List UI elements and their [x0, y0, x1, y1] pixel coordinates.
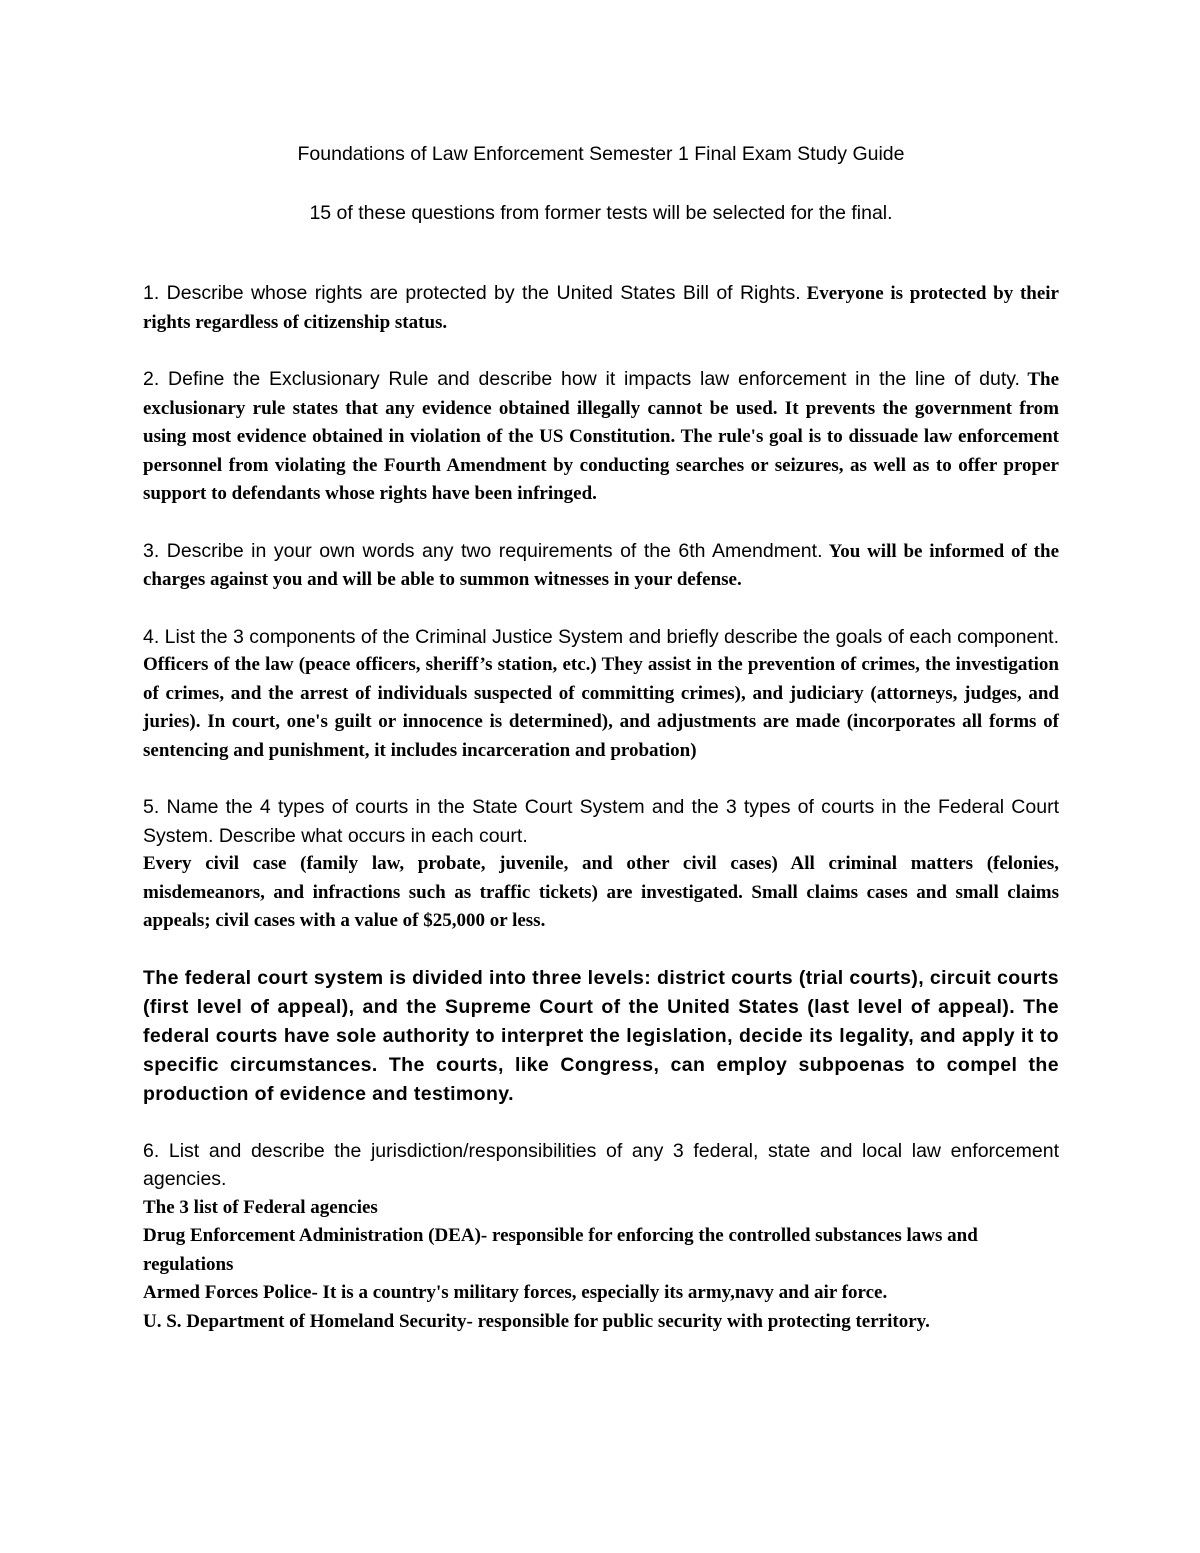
answer-6-agency-dea: Drug Enforcement Administration (DEA)- responsible for enforcing the controlled substances laws and regulations — [143, 1225, 978, 1275]
document-title: Foundations of Law Enforcement Semester 1 Final Exam Study Guide — [297, 143, 905, 165]
answer-5-state-courts: Every civil case (family law, probate, juvenile, and other civil cases) All criminal matters (felonies, misdemeanors, and infractions such as traffic tickets) are investigated. Small claims cases and small claims appeals; civil cases with a value of $25,000 or less. — [143, 853, 1059, 931]
answer-4-text: Officers of the law (peace officers, sheriff’s station, etc.) They assist in the prevention of crimes, the investigation of crimes, and the arrest of individuals suspected of committing crimes), and judiciary (attorneys, judges, and juries). In court, one's guilt or innocence is determined), and adjustments are made (incorporates all forms of sentencing and punishment, it includes incarceration and probation) — [143, 654, 1059, 761]
answer-6-heading: The 3 list of Federal agencies — [143, 1196, 378, 1218]
answer-6-agency-dhs: U. S. Department of Homeland Security- responsible for public security with protecting territory. — [143, 1310, 930, 1332]
answer-2-text: The exclusionary rule states that any evidence obtained illegally cannot be used. It prevents the government from using most evidence obtained in violation of the US Constitution. The rule's goal is to dissuade law enforcement personnel from violating the Fourth Amendment by conducting searches or seizures, as well as to offer proper support to defendants whose rights have been infringed. — [143, 369, 1060, 504]
question-4-text: 4. List the 3 components of the Criminal Justice System and briefly describe the goals of each component. — [143, 625, 1059, 648]
answer-6-agency-armed-forces: Armed Forces Police- It is a country's military forces, especially its army,navy and air force. — [143, 1282, 888, 1303]
document-subtitle: 15 of these questions from former tests will be selected for the final. — [309, 201, 893, 224]
document-page — [143, 140, 1059, 1336]
question-3-text: 3. Describe in your own words any two requirements of the 6th Amendment. — [143, 539, 823, 562]
question-5-text: 5. Name the 4 types of courts in the State Court System and the 3 types of courts in the Federal Court System. Describe what occurs in each court. — [143, 796, 1059, 847]
question-6 — [143, 1137, 1059, 1337]
question-6-text: 6. List and describe the jurisdiction/responsibilities of any 3 federal, state and local law enforcement agencies. — [143, 1139, 1059, 1190]
question-3 — [143, 537, 1059, 595]
answer-3-text: You will be informed of the charges against you and will be able to summon witnesses in your defense. — [143, 540, 1060, 590]
question-4 — [143, 623, 1059, 766]
question-2-text: 2. Define the Exclusionary Rule and describe how it impacts law enforcement in the line of duty. — [143, 368, 1020, 390]
answer-5-federal-courts: The federal court system is divided into three levels: district courts (trial courts), circuit courts (first level of appeal), and the Supreme Court of the United States (last level of appeal). The federal courts have sole authority to interpret the legislation, decide its legality, and apply it to specific circumstances. The courts, like Congress, can employ subpoenas to compel the production of evidence and testimony. — [143, 966, 1059, 1105]
question-5 — [143, 793, 1059, 936]
question-1 — [143, 279, 1059, 337]
answer-1-text: Everyone is protected by their rights regardless of citizenship status. — [143, 283, 1059, 333]
question-1-text: 1. Describe whose rights are protected by the United States Bill of Rights. — [143, 282, 801, 304]
question-2 — [143, 365, 1059, 509]
